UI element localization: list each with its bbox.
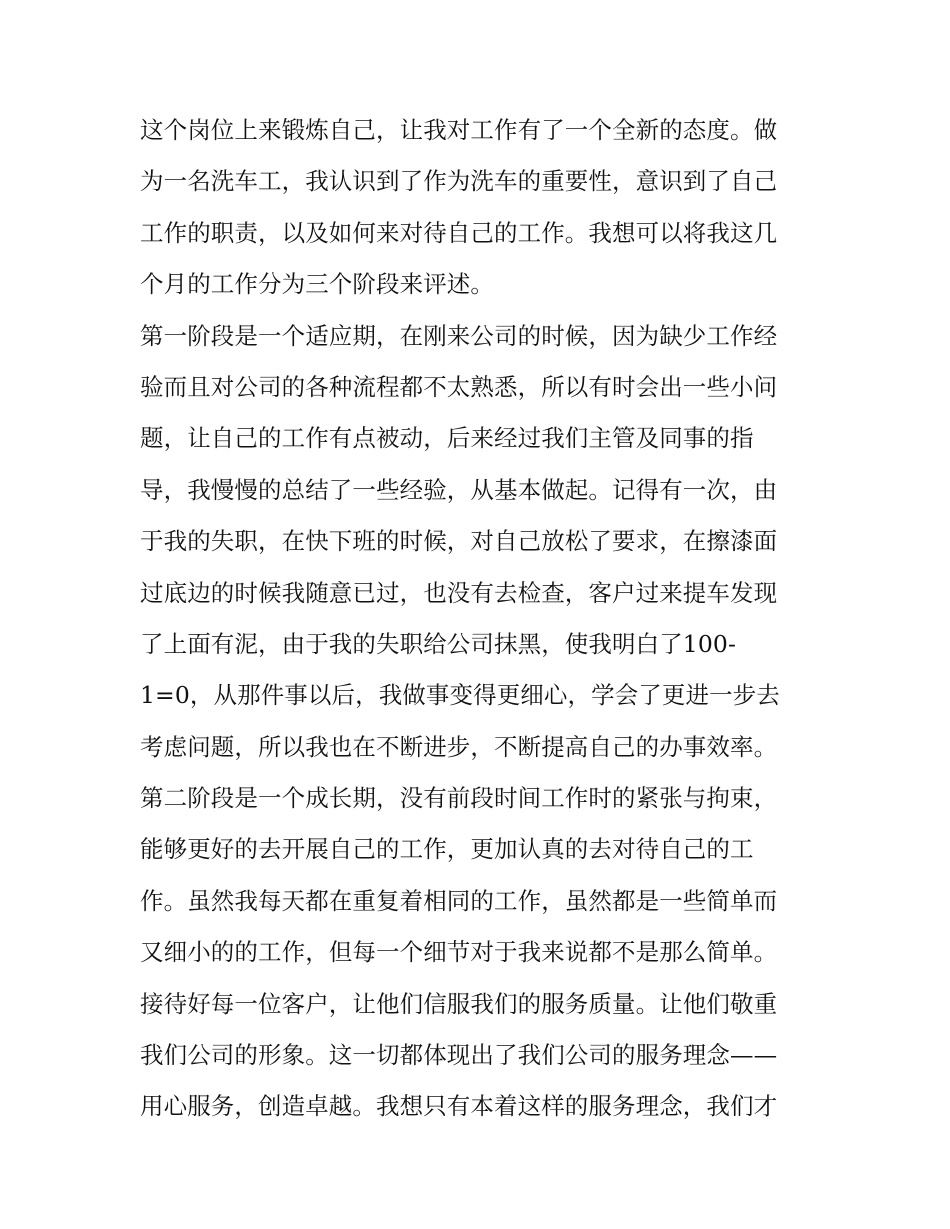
text-line: 第一阶段是一个适应期，在刚来公司的时候，因为缺少工作经 [140,321,778,350]
text-line: 接待好每一位客户，让他们信服我们的服务质量。让他们敬重 [140,989,778,1018]
text-line: 验而且对公司的各种流程都不太熟悉，所以有时会出一些小问 [140,372,778,401]
text-line: 过底边的时候我随意已过，也没有去检查，客户过来提车发现 [140,578,778,607]
text-line: 又细小的的工作，但每一个细节对于我来说都不是那么简单。 [140,938,778,967]
text-line: 这个岗位上来锻炼自己，让我对工作有了一个全新的态度。做 [140,116,778,144]
text-line: 我们公司的形象。这一切都体现出了我们公司的服务理念—— [140,1041,778,1070]
text-line: 题，让自己的工作有点被动，后来经过我们主管及同事的指 [140,424,754,453]
text-line: 于我的失职，在快下班的时候，对自己放松了要求，在擦漆面 [140,527,778,556]
text-line: 第二阶段是一个成长期，没有前段时间工作时的紧张与拘束， [140,784,778,813]
text-line: 个月的工作分为三个阶段来评述。 [140,270,494,299]
text-line: 用心服务，创造卓越。我想只有本着这样的服务理念，我们才 [140,1092,778,1121]
text-line: 为一名洗车工，我认识到了作为洗车的重要性，意识到了自己 [140,167,778,196]
text-line: 导，我慢慢的总结了一些经验，从基本做起。记得有一次，由 [140,475,778,504]
text-line: 作。虽然我每天都在重复着相同的工作，虽然都是一些简单而 [140,886,778,915]
text-line: 能够更好的去开展自己的工作，更加认真的去对待自己的工 [140,835,754,864]
text-line: 了上面有泥，由于我的失职给公司抹黑，使我明白了100- [140,629,736,658]
text-line: 考虑问题，所以我也在不断进步，不断提高自己的办事效率。 [140,732,778,761]
body-text [140,108,820,1136]
text-line: 工作的职责，以及如何来对待自己的工作。我想可以将我这几 [140,218,778,247]
text-line: 1=0，从那件事以后，我做事变得更细心，学会了更进一步去 [140,681,780,710]
